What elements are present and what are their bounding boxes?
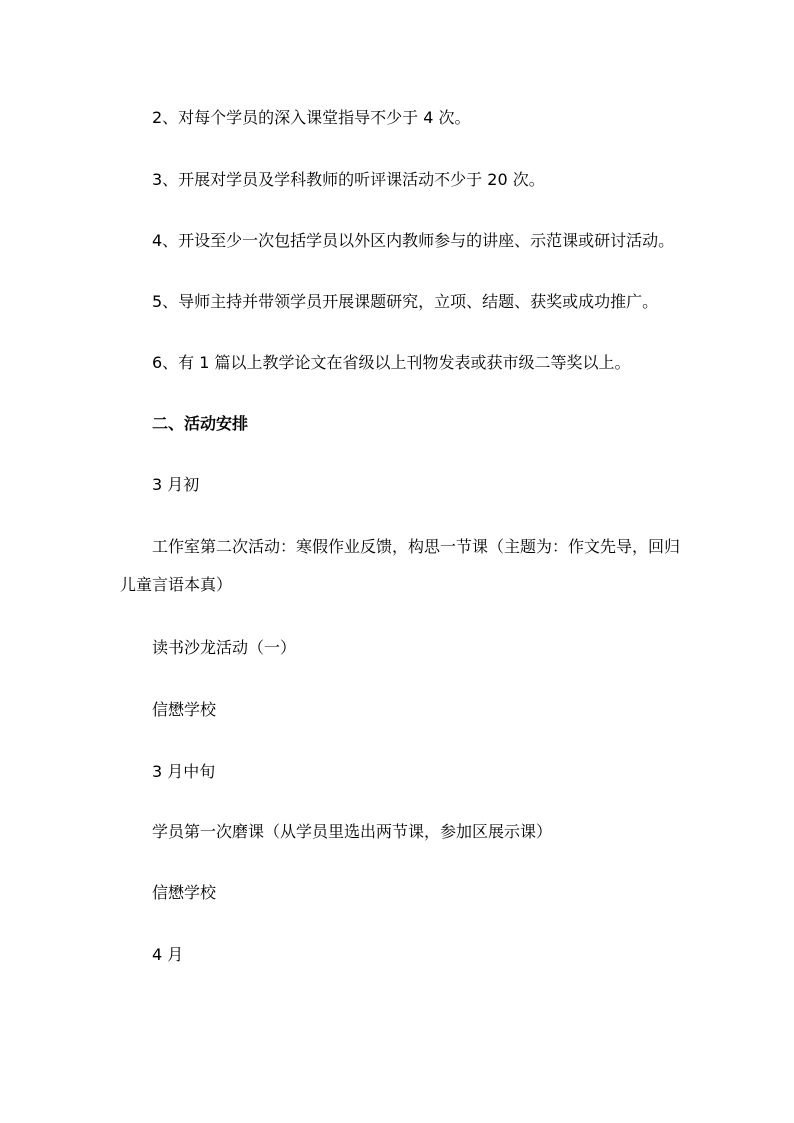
schedule-trial-lesson: 学员第一次磨课（从学员里选出两节课，参加区展示课）: [152, 822, 553, 841]
schedule-venue-1: 信懋学校: [152, 700, 217, 719]
section-heading: 二、活动安排: [152, 414, 249, 433]
item-5-text: 5、导师主持并带领学员开展课题研究，立项、结题、获奖或成功推广。: [152, 292, 659, 311]
item-3-text: 3、开展对学员及学科教师的听评课活动不少于 20 次。: [152, 170, 545, 189]
item-2-text: 2、对每个学员的深入课堂指导不少于 4 次。: [152, 108, 471, 127]
schedule-april: 4 月: [152, 945, 184, 964]
schedule-march-early: 3 月初: [152, 475, 200, 494]
schedule-reading-salon: 读书沙龙活动（一）: [152, 638, 297, 657]
schedule-workshop-activity: 工作室第二次活动：寒假作业反馈，构思一节课（主题为：作文先导，回归儿童言语本真）: [120, 537, 681, 594]
schedule-venue-2: 信懋学校: [152, 883, 217, 902]
item-4-text: 4、开设至少一次包括学员以外区内教师参与的讲座、示范课或研讨活动。: [152, 231, 675, 250]
schedule-march-mid: 3 月中旬: [152, 762, 216, 781]
item-6-text: 6、有 1 篇以上教学论文在省级以上刊物发表或获市级二等奖以上。: [152, 353, 631, 372]
